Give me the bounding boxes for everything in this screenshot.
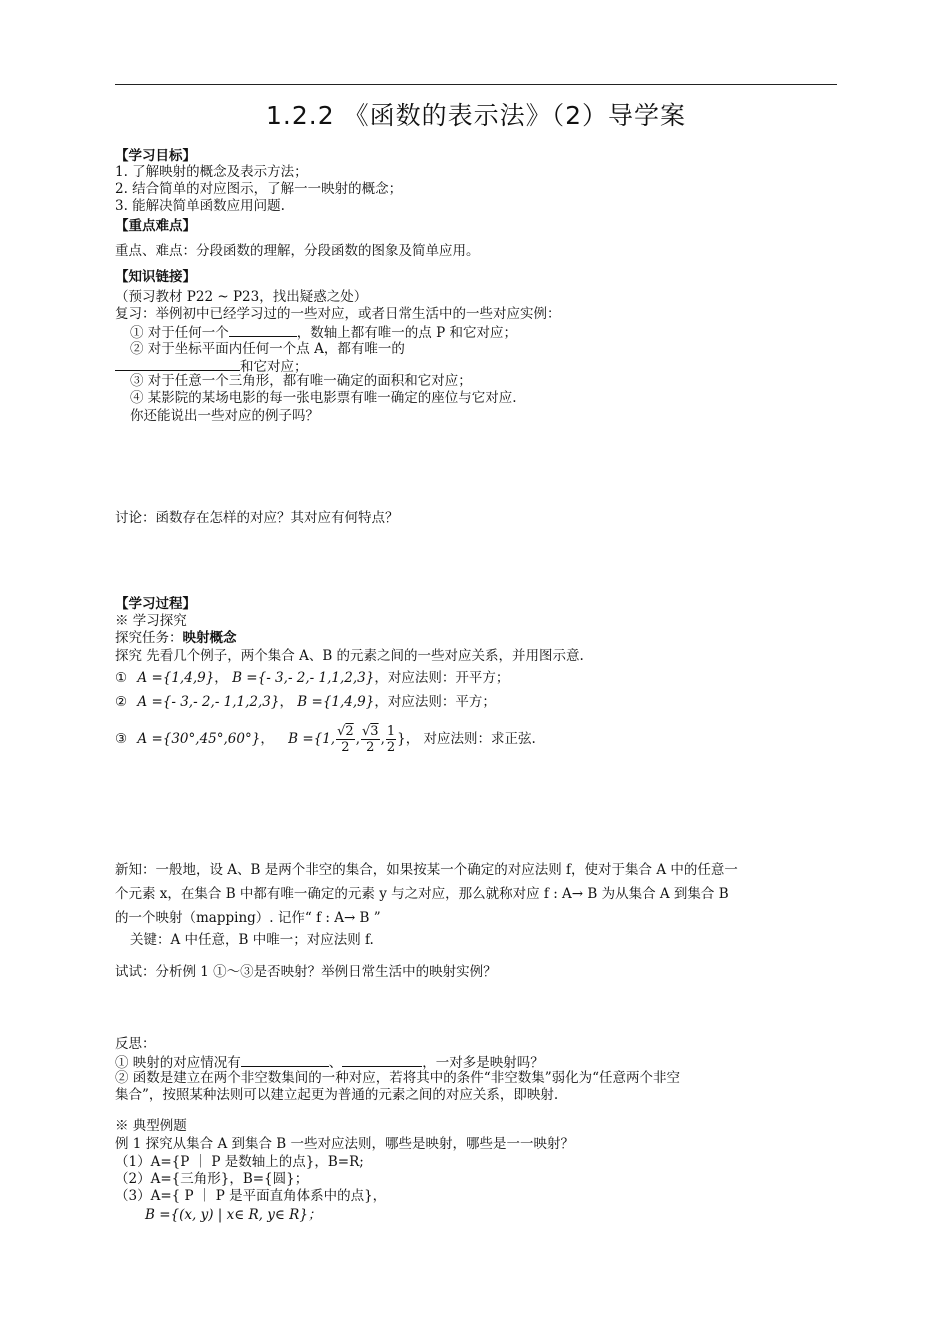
goal-item: 2. 结合简单的对应图示，了解一一映射的概念； [115,181,403,197]
discussion-text: 讨论：函数存在怎样的对应？其对应有何特点？ [115,510,399,526]
example-label: ① [115,670,128,686]
set-a: A ={1,4,9} [137,670,215,686]
reflect-item-1-end: ，一对多是映射吗？ [422,1055,544,1071]
task-prefix: 探究任务： [115,630,183,646]
fill-blank[interactable] [342,1053,422,1067]
trial-text: 试试：分析例 1 ①～③是否映射？举例日常生活中的映射实例？ [115,964,497,980]
newknow-key: 关键：A 中任意，B 中唯一；对应法则 f. [130,932,374,948]
example-3: ③ A ={30°,45°,60°}， B ={1, $\frac{√2}{2}$ , $\frac{√3}{2}$ , $\frac{1}{2}$ }， 对应法则：求正弦. [115,724,536,755]
rule-text: ，对应法则：平方； [374,694,496,710]
links-heading: 【知识链接】 [115,269,196,285]
review-item-2-end: 和它对应； [240,359,308,375]
example-2: ② A ={- 3,- 2,- 1,1,2,3}， B ={1,4,9}，对应法则：平方； [115,694,496,710]
preview-note: （预习教材 P22 ~ P23，找出疑惑之处） [115,289,368,305]
header-rule [115,84,837,85]
fill-blank[interactable] [115,357,240,371]
reflect-item-2: ② 函数是建立在两个非空数集间的一种对应，若将其中的条件“非空数集”弱化为“任意两个非空 [115,1070,680,1086]
process-heading: 【学习过程】 [115,596,196,612]
reflect-item-1-start: ① 映射的对应情况有 [115,1055,241,1071]
newknow-line-1: 新知：一般地，设 A、B 是两个非空的集合，如果按某一个确定的对应法则 f，使对于集合 A 中的任意一 [115,862,738,878]
review-item-3: ③ 对于任意一个三角形，都有唯一确定的面积和它对应； [130,373,472,389]
set-b: B ={1,4,9} [297,694,375,710]
set-a: A ={30°,45°,60°} [137,731,261,747]
goal-item: 3. 能解决简单函数应用问题. [115,198,285,214]
keypoints-text: 重点、难点：分段函数的理解，分段函数的图象及简单应用。 [115,243,480,259]
newknow-line-2: 个元素 x，在集合 B 中都有唯一确定的元素 y 与之对应，那么就称对应 f : A→ B 为从集合 A 到集合 B [115,886,729,902]
examples-heading: ※ 典型例题 [115,1118,187,1134]
review-item-1 [130,323,517,342]
set-b: B ={- 3,- 2,- 1,1,2,3} [232,670,375,686]
example-item-3: （3）A={ P ｜ P 是平面直角体系中的点}， [115,1188,387,1204]
example-item-3-set: B ={(x, y) | x∈ R, y∈ R}； [145,1207,322,1223]
rule-text: ， 对应法则：求正弦. [405,731,536,747]
rule-text: ，对应法则：开平方； [374,670,510,686]
page-title: 1.2.2 《函数的表示法》（2）导学案 [266,101,686,130]
example-label: ② [115,694,128,710]
review-question: 你还能说出一些对应的例子吗？ [130,408,319,424]
review-item-1-end: ，数轴上都有唯一的点 P 和它对应； [296,325,517,341]
set-a: A ={- 3,- 2,- 1,1,2,3} [137,694,280,710]
goal-item: 1. 了解映射的概念及表示方法； [115,164,308,180]
examples-intro: 例 1 探究从集合 A 到集合 B 一些对应法则，哪些是映射，哪些是一一映射？ [115,1136,575,1152]
fraction-one-half: $\frac{1}{2}$ [386,724,396,755]
keypoints-heading: 【重点难点】 [115,218,196,234]
reflect-item-2-cont: 集合”，按照某种法则可以建立起更为普通的元素之间的对应关系，即映射. [115,1087,559,1103]
fill-blank[interactable] [241,1053,329,1067]
example-1: ① A ={1,4,9}， B ={- 3,- 2,- 1,1,2,3}，对应法则：开平方； [115,670,510,686]
example-item-1: （1）A={P ｜ P 是数轴上的点}，B=R; [115,1154,364,1170]
fill-blank[interactable] [229,323,297,337]
review-item-4: ④ 某影院的某场电影的每一张电影票有唯一确定的座位与它对应. [130,390,517,406]
review-item-1-start: ① 对于任何一个 [130,325,229,341]
fraction-sqrt3-over-2: $\frac{√3}{2}$ [361,724,379,755]
goals-heading: 【学习目标】 [115,148,196,164]
reflect-heading: 反思： [115,1036,156,1052]
newknow-line-3: 的一个映射（mapping）. 记作“ f : A→ B ” [115,910,381,926]
set-b: B ={1, [288,731,336,747]
review-item-2: ② 对于坐标平面内任何一个点 A，都有唯一的 [130,341,405,357]
reflect-separator: 、 [328,1055,343,1071]
example-item-2: （2）A={三角形}，B={圆}； [115,1171,309,1187]
explore-intro: 探究 先看几个例子，两个集合 A、B 的元素之间的一些对应关系，并用图示意. [115,648,584,664]
explore-heading: ※ 学习探究 [115,613,187,629]
review-intro: 复习：举例初中已经学习过的一些对应，或者日常生活中的一些对应实例： [115,306,561,322]
fraction-sqrt2-over-2: $\frac{√2}{2}$ [337,724,354,755]
example-label: ③ [115,731,128,747]
task-line [115,630,237,647]
task-title: 映射概念 [182,630,237,646]
